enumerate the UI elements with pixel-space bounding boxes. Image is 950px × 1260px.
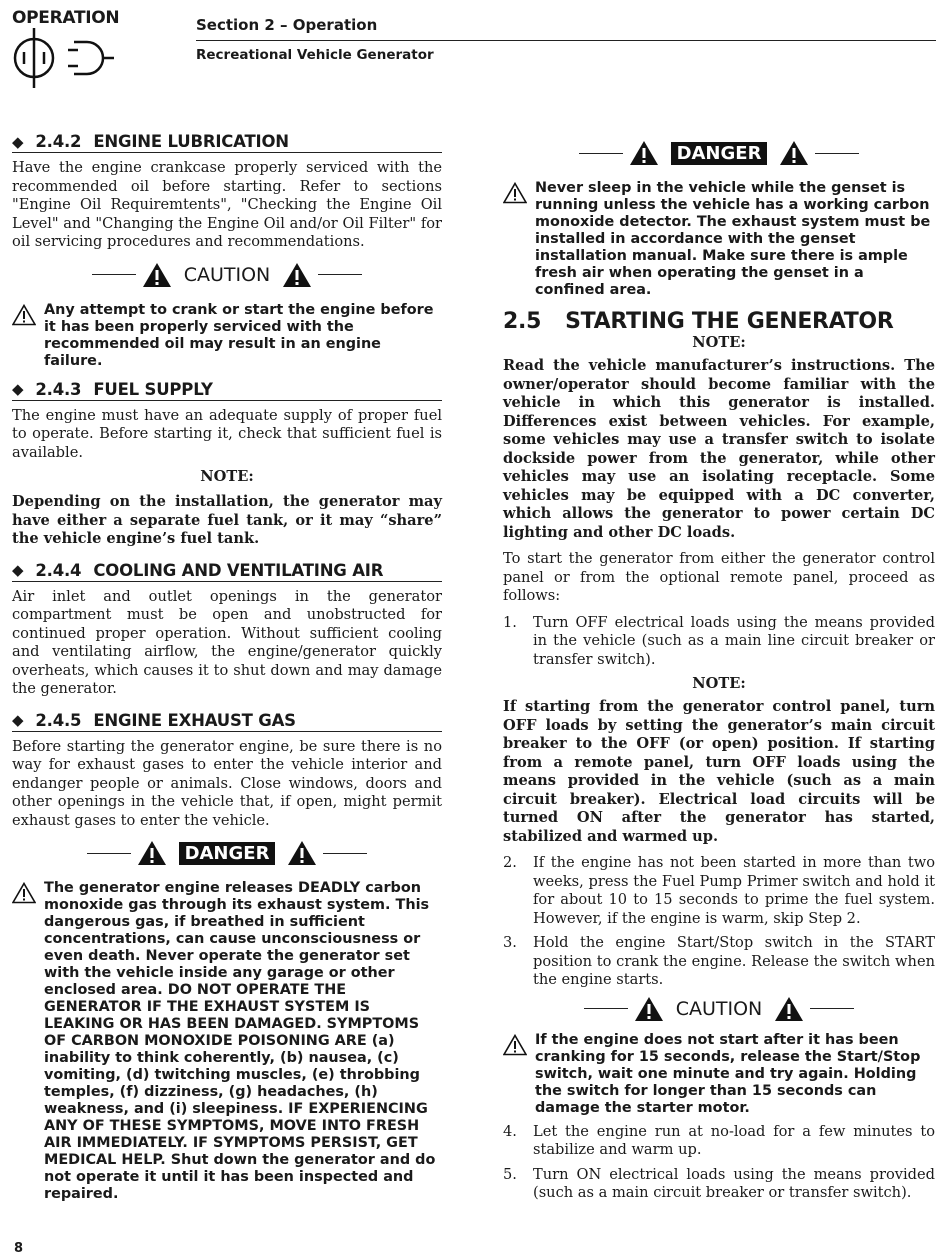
warning-triangle-icon (137, 840, 167, 866)
alert-outline-icon (12, 882, 36, 904)
alert-outline-icon (12, 304, 36, 326)
paragraph: The engine must have an adequate supply of proper fuel to operate. Before starting it, check that sufficient fuel is available. (12, 406, 442, 461)
list-item (503, 614, 935, 670)
note-label: NOTE: (200, 468, 254, 485)
step-text: Turn OFF electrical loads using the means provided in the vehicle (such as a main line circuit breaker or transfer switch). (533, 613, 935, 668)
section-heading: COOLING AND VENTILATING AIR (93, 560, 384, 580)
warning-text: The generator engine releases DEADLY carbon monoxide gas through its exhaust system. This dangerous gas, if breathed in sufficient concentrations, can cause unconsciousness or even death. Never operate the generator set with the vehicle inside any garage or other enclosed area. DO NOT OPERATE THE GENERATOR IF THE EXHAUST SYSTEM IS LEAKING OR HAS BEEN DAMAGED. SYMPTOMS OF CARBON MONOXIDE POISONING ARE (a) inability to think coherently, (b) nausea, (c) vomiting, (d) twitching muscles, (e) throbbing temples, (f) dizziness, (g) headaches, (h) weakness, and (i) sleepiness. IF EXPERIENCING ANY OF THESE SYMPTOMS, MOVE INTO FRESH AIR IMMEDIATELY. IF SYMPTOMS PERSIST, GET MEDICAL HELP. Shut down the generator and do not operate it until it has been inspected and repaired. (44, 880, 436, 1202)
step-number: 3. (503, 934, 517, 951)
warning-text: Any attempt to crank or start the engine before it has been properly serviced with the recommended oil may result in an engine failure. (44, 301, 434, 369)
section-title: Section 2 – Operation (196, 16, 378, 34)
warning-triangle-icon (142, 262, 172, 288)
heading-2-5 (503, 309, 935, 334)
step-number: 5. (503, 1165, 517, 1183)
list-item (503, 1166, 935, 1203)
warning-triangle-icon (779, 140, 809, 166)
step-number: 4. (503, 1122, 517, 1140)
section-number: 2.4.3 (35, 379, 82, 399)
diamond-bullet-icon: ◆ (12, 711, 24, 729)
signal-word: DANGER (179, 842, 276, 865)
note-label: NOTE: (692, 675, 746, 692)
step-number: 2. (503, 854, 517, 871)
step-list (503, 614, 935, 670)
section-number: 2.4.4 (35, 560, 82, 580)
left-column (12, 130, 442, 1213)
section-number: 2.4.5 (35, 710, 82, 730)
section-heading: ENGINE LUBRICATION (93, 132, 289, 151)
warning-text: If the engine does not start after it has been cranking for 15 seconds, release the Start/Stop switch, wait one minute and try again. Holding the switch for longer than 15 seconds can damage the starter motor. (535, 1031, 921, 1116)
right-column (503, 140, 935, 1209)
caution-signal (503, 996, 935, 1022)
note-label: NOTE: (692, 334, 746, 351)
section-number: 2.4.2 (35, 132, 82, 151)
note-text: If starting from the generator control panel, turn OFF loads by setting the generator’s main circuit breaker to the OFF (or open) position. If starting from a remote panel, turn OFF loads using the means provided in the vehicle (such as a main circuit breaker). Electrical load circuits will be turned ON after the generator has started, stabilized and warmed up. (503, 698, 935, 845)
list-item (503, 934, 935, 990)
signal-word: CAUTION (675, 997, 763, 1020)
logo-label: OPERATION (12, 8, 120, 28)
step-text: If the engine has not been started in more than two weeks, press the Fuel Pump Primer switch and hold it for about 10 to 15 seconds to prime the fuel system. However, if the engine is warm, skip Step 2. (533, 854, 935, 927)
diamond-bullet-icon: ◆ (12, 380, 24, 398)
danger-signal (503, 140, 935, 166)
warning-text: Never sleep in the vehicle while the genset is running unless the vehicle has a working carbon monoxide detector. The exhaust system must be installed in accordance with the genset installation manual. Make sure there is ample fresh air when operating the genset in a confined area. (535, 180, 931, 298)
signal-word: DANGER (671, 142, 768, 165)
warning-triangle-icon (287, 840, 317, 866)
step-text: Turn ON electrical loads using the means provided (such as a main circuit breaker or transfer switch). (533, 1165, 935, 1201)
note-text: Read the vehicle manufacturer’s instructions. The owner/operator should become familiar with the vehicle in which this generator is installed. Differences exist between vehicles. For example, some vehicles may use a transfer switch to isolate dockside power from the generator, while other vehicles may use an isolating receptacle. Some vehicles may be equipped with a DC converter, which allows the generator to power certain DC lighting and other DC loads. (503, 357, 935, 541)
section-heading: STARTING THE GENERATOR (565, 309, 894, 334)
section-subtitle: Recreational Vehicle Generator (196, 47, 434, 63)
section-number: 2.5 (503, 309, 542, 334)
warning-triangle-icon (634, 996, 664, 1022)
step-text: Let the engine run at no-load for a few minutes to stabilize and warm up. (533, 1122, 935, 1158)
step-list (503, 854, 935, 990)
danger-warning (503, 180, 935, 299)
signal-word: CAUTION (183, 263, 271, 286)
heading-2-4-2 (12, 132, 442, 153)
operation-logo (12, 8, 132, 90)
paragraph: Air inlet and outlet openings in the generator compartment must be open and unobstructed for continued proper operation. Without sufficient cooling and ventilating airflow, the engine/generator quickly overheats, which causes it to shut down and may damage the generator. (12, 587, 442, 697)
heading-2-4-3 (12, 380, 442, 401)
heading-2-4-5 (12, 711, 442, 732)
caution-warning (503, 1032, 935, 1117)
step-list (503, 1123, 935, 1203)
danger-signal (12, 840, 442, 866)
plug-icon (12, 28, 122, 88)
page-header (196, 16, 936, 63)
header-rule (196, 40, 936, 41)
paragraph: To start the generator from either the generator control panel or from the optional remote panel, proceed as follows: (503, 550, 935, 604)
alert-outline-icon (503, 1034, 527, 1056)
note-text: Depending on the installation, the generator may have either a separate fuel tank, or it may “share” the vehicle engine’s fuel tank. (12, 493, 442, 547)
warning-triangle-icon (774, 996, 804, 1022)
warning-triangle-icon (282, 262, 312, 288)
section-heading: FUEL SUPPLY (93, 379, 213, 399)
paragraph: Have the engine crankcase properly serviced with the recommended oil before starting. Refer to sections "Engine Oil Requiremtents", "Checking the Engine Oil Level" and "Changing the Engine Oil and/or Oil Filter" for oil servicing procedures and recommendations. (12, 159, 442, 250)
danger-warning (12, 880, 442, 1203)
warning-triangle-icon (629, 140, 659, 166)
list-item (503, 1123, 935, 1160)
page-number: 8 (14, 1241, 24, 1256)
step-number: 1. (503, 613, 517, 631)
alert-outline-icon (503, 182, 527, 204)
diamond-bullet-icon: ◆ (12, 132, 24, 151)
diamond-bullet-icon: ◆ (12, 561, 24, 579)
paragraph: Before starting the generator engine, be sure there is no way for exhaust gases to enter the vehicle interior and endanger people or animals. Close windows, doors and other openings in the vehicle that, if open, might permit exhaust gases to enter the vehicle. (12, 737, 442, 829)
list-item (503, 854, 935, 928)
caution-warning (12, 302, 442, 370)
step-text: Hold the engine Start/Stop switch in the START position to crank the engine. Release the switch when the engine starts. (533, 934, 935, 988)
caution-signal (12, 262, 442, 288)
heading-2-4-4 (12, 561, 442, 582)
section-heading: ENGINE EXHAUST GAS (93, 710, 296, 730)
